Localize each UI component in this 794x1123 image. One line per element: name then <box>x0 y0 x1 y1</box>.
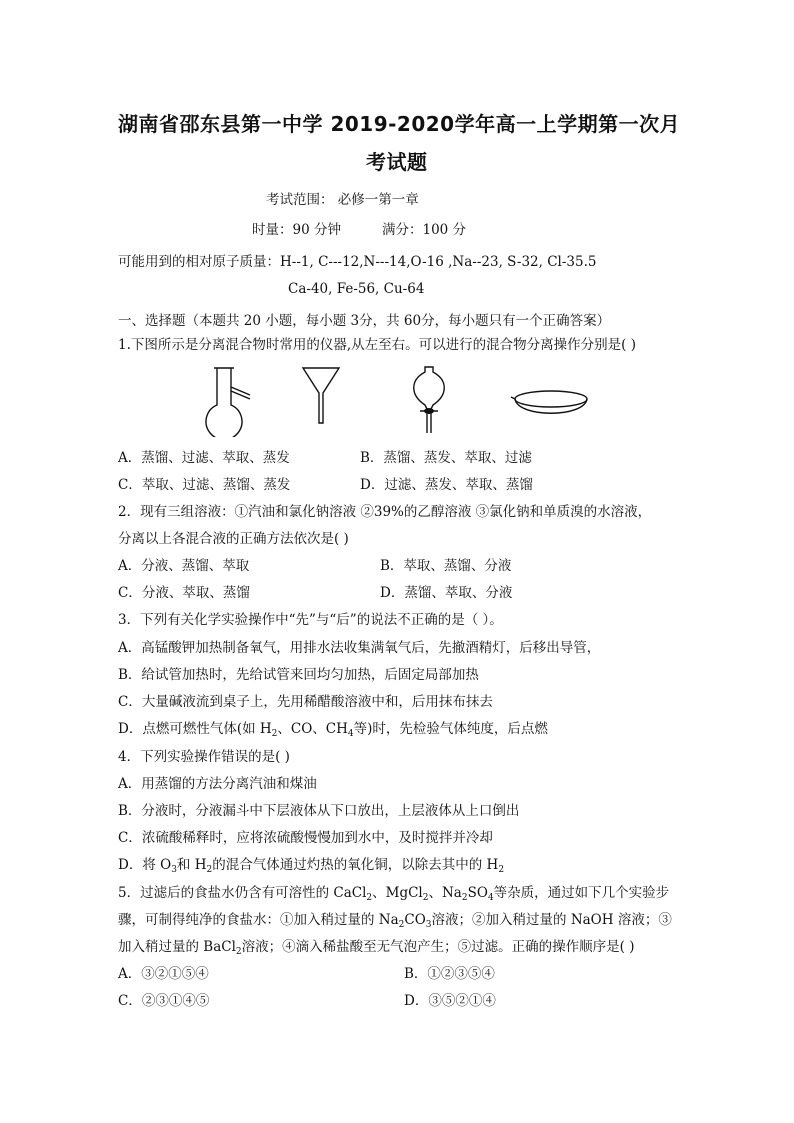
exam-score: 满分：100 分 <box>382 222 467 238</box>
subscript: 2 <box>366 893 373 903</box>
atomic-masses: 可能用到的相对原子质量：H--1, C---12,N---14,O-16 ,Na--23, S-32, Cl-35.5 <box>118 254 597 270</box>
question-1-option-c[interactable]: C．萃取、过滤、蒸馏、蒸发 <box>118 477 291 493</box>
page-title: 湖南省邵东县第一中学 2019-2020学年高一上学期第一次月 <box>118 112 681 136</box>
text: 、MgCl <box>372 885 423 901</box>
subscript: 3 <box>171 865 177 875</box>
question-1-stem: 1.下图所示是分离混合物时常用的仪器,从左至右。可以进行的混合物分离操作分别是( ) <box>118 337 636 353</box>
subscript: 2 <box>398 920 405 930</box>
funnel-icon <box>300 365 342 427</box>
question-3-option-a[interactable]: A．高锰酸钾加热制备氧气，用排水法收集满氧气后，先撤酒精灯，后移出导管， <box>118 640 601 656</box>
question-4-stem: 4．下列实验操作错误的是( ) <box>118 749 290 765</box>
evaporating-dish-icon <box>510 388 592 426</box>
text: 加入稍过量的 BaCl <box>118 939 236 955</box>
question-5-stem <box>118 885 669 903</box>
question-5-option-a[interactable]: A．③②①⑤④ <box>118 966 209 982</box>
subscript: 2 <box>498 865 505 875</box>
question-1-option-b[interactable]: B．蒸馏、蒸发、萃取、过滤 <box>360 450 532 466</box>
question-2-option-c[interactable]: C．分液、萃取、蒸馏 <box>118 585 250 601</box>
question-1-option-d[interactable]: D．过滤、蒸发、萃取、蒸馏 <box>360 477 533 493</box>
text: 等杂质，通过如下几个实验步 <box>493 885 670 901</box>
question-2-stem-2: 分离以上各混合液的正确方法依次是( ) <box>118 531 349 547</box>
question-3-stem: 3．下列有关化学实验操作中“先”与“后”的说法不正确的是（ ）。 <box>118 612 503 628</box>
question-4-option-c[interactable]: C．浓硫酸稀释时，应将浓硫酸慢慢加到水中，及时搅拌并冷却 <box>118 830 493 846</box>
separatory-funnel-icon <box>408 365 452 437</box>
text: 、CO、CH <box>277 721 348 737</box>
distillation-flask-icon <box>200 365 260 437</box>
question-2-option-a[interactable]: A．分液、蒸馏、萃取 <box>118 558 250 574</box>
page-title-line2: 考试题 <box>366 150 428 174</box>
question-5-stem-3 <box>118 939 634 957</box>
subscript: 4 <box>487 893 494 903</box>
subscript: 2 <box>235 947 242 957</box>
subscript: 2 <box>422 893 429 903</box>
text: D．点燃可燃性气体(如 H <box>118 721 272 737</box>
text: 的混合气体通过灼热的氧化铜，以除去其中的 H <box>212 857 499 873</box>
text: 和 H <box>176 857 207 873</box>
question-4-option-a[interactable]: A．用蒸馏的方法分离汽油和煤油 <box>118 776 317 792</box>
question-3-option-b[interactable]: B．给试管加热时，先给试管来回均匀加热，后固定局部加热 <box>118 667 479 683</box>
text: D．将 O <box>118 857 172 873</box>
text: 、Na <box>428 885 462 901</box>
question-2-stem: 2．现有三组溶液：①汽油和氯化钠溶液 ②39%的乙醇溶液 ③氯化钠和单质溴的水溶液， <box>118 504 652 520</box>
atomic-masses-2: Ca-40, Fe-56, Cu-64 <box>288 281 425 297</box>
question-3-option-d[interactable] <box>118 721 548 739</box>
text: CO <box>404 912 426 928</box>
subscript: 4 <box>347 729 354 739</box>
subscript: 2 <box>206 865 213 875</box>
question-5-option-b[interactable]: B．①②③⑤④ <box>404 966 495 982</box>
text: SO <box>467 885 488 901</box>
question-5-stem-2 <box>118 912 672 930</box>
question-2-option-b[interactable]: B．萃取、蒸馏、分液 <box>380 558 512 574</box>
question-5-option-d[interactable]: D．③⑤②①④ <box>404 993 496 1009</box>
exam-time: 时量：90 分钟 <box>252 222 341 238</box>
subscript: 2 <box>461 893 468 903</box>
exam-scope: 考试范围： 必修一第一章 <box>266 192 419 208</box>
subscript: 2 <box>271 729 278 739</box>
question-2-option-d[interactable]: D．蒸馏、萃取、分液 <box>380 585 513 601</box>
question-4-option-b[interactable]: B．分液时，分液漏斗中下层液体从下口放出，上层液体从上口倒出 <box>118 803 520 819</box>
question-3-option-c[interactable]: C．大量碱液流到桌子上，先用稀醋酸溶液中和，后用抹布抹去 <box>118 694 493 710</box>
question-1-option-a[interactable]: A．蒸馏、过滤、萃取、蒸发 <box>118 450 290 466</box>
text: 5．过滤后的食盐水仍含有可溶性的 CaCl <box>118 885 367 901</box>
text: 溶液；②加入稍过量的 NaOH 溶液；③ <box>431 912 672 928</box>
text: 溶液；④滴入稀盐酸至无气泡产生；⑤过滤。正确的操作顺序是( ) <box>241 939 635 955</box>
section-heading: 一、选择题（本题共 20 小题，每小题 3分，共 60分，每小题只有一个正确答案） <box>118 313 611 329</box>
text: 骤，可制得纯净的食盐水：①加入稍过量的 Na <box>118 912 399 928</box>
question-5-option-c[interactable]: C．②③①④⑤ <box>118 993 210 1009</box>
subscript: 3 <box>425 920 432 930</box>
text: 等)时，先检验气体纯度，后点燃 <box>353 721 548 737</box>
question-4-option-d[interactable] <box>118 857 504 875</box>
